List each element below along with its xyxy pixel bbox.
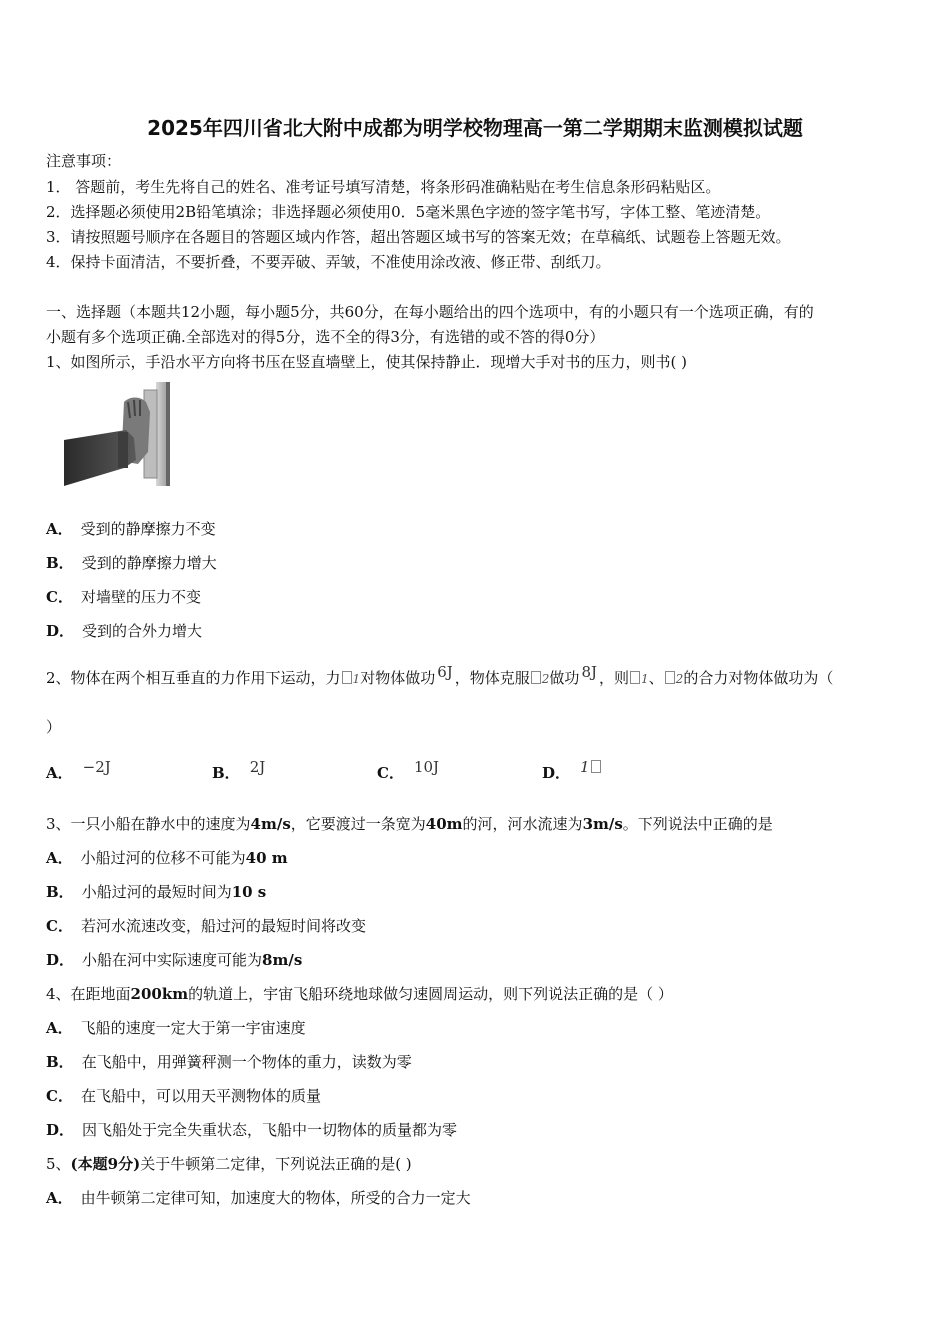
q5-stem — [46, 1153, 412, 1175]
q4-option-b-letter: B． — [46, 1053, 74, 1071]
q4-option-a[interactable] — [46, 1017, 306, 1039]
q1-option-a-letter: A． — [46, 520, 73, 538]
q2-stem-part: ，则 — [599, 669, 630, 687]
q3-stem-part: 。下列说法中正确的是 — [622, 815, 773, 833]
q1-option-b-text: 受到的静摩擦力增大 — [81, 554, 217, 572]
q2-option-b[interactable] — [212, 758, 266, 784]
q2-option-a-value: −2J — [82, 758, 111, 776]
missing-glyph-icon — [342, 671, 352, 684]
q4-option-b-text: 在飞船中，用弹簧秤测一个物体的重力，读数为零 — [81, 1053, 412, 1071]
q2-stem-part: 对物体做功 — [360, 669, 436, 687]
q2-option-d-value: 1 — [580, 758, 590, 776]
q1-option-c-text: 对墙壁的压力不变 — [80, 588, 201, 606]
q4-option-a-text: 飞船的速度一定大于第一宇宙速度 — [80, 1019, 306, 1037]
q4-stem-part: 的轨道上，宇宙飞船环绕地球做匀速圆周运动，则下列说法正确的是（ ） — [188, 985, 673, 1003]
section-instructions-line2: 小题有多个选项正确.全部选对的得5分，选不全的得3分，有选错的或不答的得0分） — [46, 328, 605, 346]
q2-stem-part: 的合力对物体做功为（ — [683, 669, 834, 687]
q3-option-b-text: 小船过河的最短时间为 — [81, 883, 232, 901]
q1-option-c[interactable] — [46, 586, 201, 608]
q4-option-d[interactable] — [46, 1119, 457, 1141]
q4-option-c[interactable] — [46, 1085, 321, 1107]
q3-flow-value: 3m/s — [582, 815, 623, 833]
q2-work-value: 8J — [581, 663, 597, 681]
missing-glyph-icon — [630, 671, 640, 684]
q2-stem-part: ，物体克服 — [454, 669, 530, 687]
q4-option-c-letter: C． — [46, 1087, 73, 1105]
q2-option-d[interactable] — [542, 758, 602, 784]
q2-subscript: 1 — [641, 672, 649, 686]
hand-pressing-book-figure — [64, 382, 178, 488]
q3-stem-part: ，它要渡过一条宽为 — [290, 815, 426, 833]
notice-item-1: 1． 答题前，考生先将自己的姓名、准考证号填写清楚，将条形码准确粘贴在考生信息条形码粘贴区。 — [46, 178, 721, 196]
q3-option-b-letter: B． — [46, 883, 74, 901]
q1-option-d-letter: D． — [46, 622, 75, 640]
q2-stem-part: 做功 — [549, 669, 580, 687]
q3-option-b-value: 10 s — [231, 883, 267, 901]
q3-stem-part: 3、一只小船在静水中的速度为 — [46, 815, 251, 833]
q1-option-a-text: 受到的静摩擦力不变 — [80, 520, 216, 538]
q5-option-a[interactable] — [46, 1187, 471, 1209]
exam-title: 2025年四川省北大附中成都为明学校物理高一第二学期期末监测模拟试题 — [147, 116, 803, 140]
notice-item-4: 4．保持卡面清洁，不要折叠，不要弄破、弄皱，不准使用涂改液、修正带、刮纸刀。 — [46, 253, 611, 271]
q3-option-c[interactable] — [46, 915, 366, 937]
q1-option-d[interactable] — [46, 620, 202, 642]
q1-option-b-letter: B． — [46, 554, 74, 572]
q3-option-b[interactable] — [46, 881, 266, 903]
notice-item-2: 2．选择题必须使用2B铅笔填涂；非选择题必须使用0．5毫米黑色字迹的签字笔书写，字体工整、笔迹清楚。 — [46, 203, 771, 221]
q4-option-d-letter: D． — [46, 1121, 75, 1139]
q4-option-d-text: 因飞船处于完全失重状态，飞船中一切物体的质量都为零 — [82, 1121, 458, 1139]
q2-work-value: 6J — [437, 663, 453, 681]
q3-option-c-letter: C． — [46, 917, 73, 935]
q3-option-a[interactable] — [46, 847, 288, 869]
q4-stem-part: 4、在距地面 — [46, 985, 131, 1003]
q2-option-a[interactable] — [46, 758, 111, 784]
q3-option-d-letter: D． — [46, 951, 75, 969]
q5-score: (本题9分) — [70, 1155, 141, 1173]
q2-option-b-value: 2J — [249, 758, 266, 776]
q5-number: 5、 — [46, 1155, 71, 1173]
q5-option-a-text: 由牛顿第二定律可知，加速度大的物体，所受的合力一定大 — [80, 1189, 471, 1207]
q3-speed-value: 4m/s — [250, 815, 291, 833]
q3-stem-part: 的河，河水流速为 — [462, 815, 583, 833]
q2-option-a-letter: A． — [46, 764, 73, 782]
q4-option-c-text: 在飞船中，可以用天平测物体的质量 — [80, 1087, 321, 1105]
q5-stem-text: 关于牛顿第二定律，下列说法正确的是( ) — [140, 1155, 412, 1173]
missing-glyph-icon — [665, 671, 675, 684]
q3-width-value: 40m — [425, 815, 463, 833]
q3-option-a-letter: A． — [46, 849, 73, 867]
q2-option-d-letter: D． — [542, 764, 571, 782]
q3-option-a-text: 小船过河的位移不可能为 — [80, 849, 246, 867]
missing-glyph-icon — [531, 671, 541, 684]
q2-option-c[interactable] — [377, 758, 440, 784]
notice-item-3: 3．请按照题号顺序在各题目的答题区域内作答，超出答题区域书写的答案无效；在草稿纸、试题卷上答题无效。 — [46, 228, 791, 246]
q3-option-d-text: 小船在河中实际速度可能为 — [82, 951, 263, 969]
q2-stem-part: 、 — [648, 669, 664, 687]
missing-glyph-icon — [591, 760, 601, 773]
q3-option-d[interactable] — [46, 949, 302, 971]
q4-altitude-value: 200km — [130, 985, 189, 1003]
q3-option-a-value: 40 m — [245, 849, 288, 867]
q1-option-d-text: 受到的合外力增大 — [82, 622, 203, 640]
q4-option-b[interactable] — [46, 1051, 412, 1073]
q2-subscript: 2 — [541, 672, 550, 686]
notice-heading: 注意事项： — [46, 152, 122, 170]
q3-option-c-text: 若河水流速改变，船过河的最短时间将改变 — [80, 917, 366, 935]
q3-option-d-value: 8m/s — [262, 951, 303, 969]
q2-option-b-letter: B． — [212, 764, 240, 782]
q4-option-a-letter: A． — [46, 1019, 73, 1037]
q2-subscript: 1 — [352, 672, 361, 686]
q1-option-a[interactable] — [46, 518, 216, 540]
q4-stem — [46, 983, 673, 1005]
q2-subscript: 2 — [675, 672, 684, 686]
section-instructions-line1: 一、选择题（本题共12小题，每小题5分，共60分，在每小题给出的四个选项中，有的小题只有一个选项正确，有的 — [46, 303, 814, 321]
q2-stem-close: ） — [46, 718, 62, 736]
q5-option-a-letter: A． — [46, 1189, 73, 1207]
q2-option-c-value: 10J — [413, 758, 440, 776]
q2-option-c-letter: C． — [377, 764, 404, 782]
q1-option-c-letter: C． — [46, 588, 73, 606]
q2-stem — [46, 663, 834, 690]
q1-stem: 1、如图所示，手沿水平方向将书压在竖直墙壁上，使其保持静止．现增大手对书的压力，则书( ) — [46, 353, 688, 371]
q1-option-b[interactable] — [46, 552, 217, 574]
q2-stem-part: 2、物体在两个相互垂直的力作用下运动，力 — [46, 669, 341, 687]
q3-stem — [46, 813, 773, 835]
